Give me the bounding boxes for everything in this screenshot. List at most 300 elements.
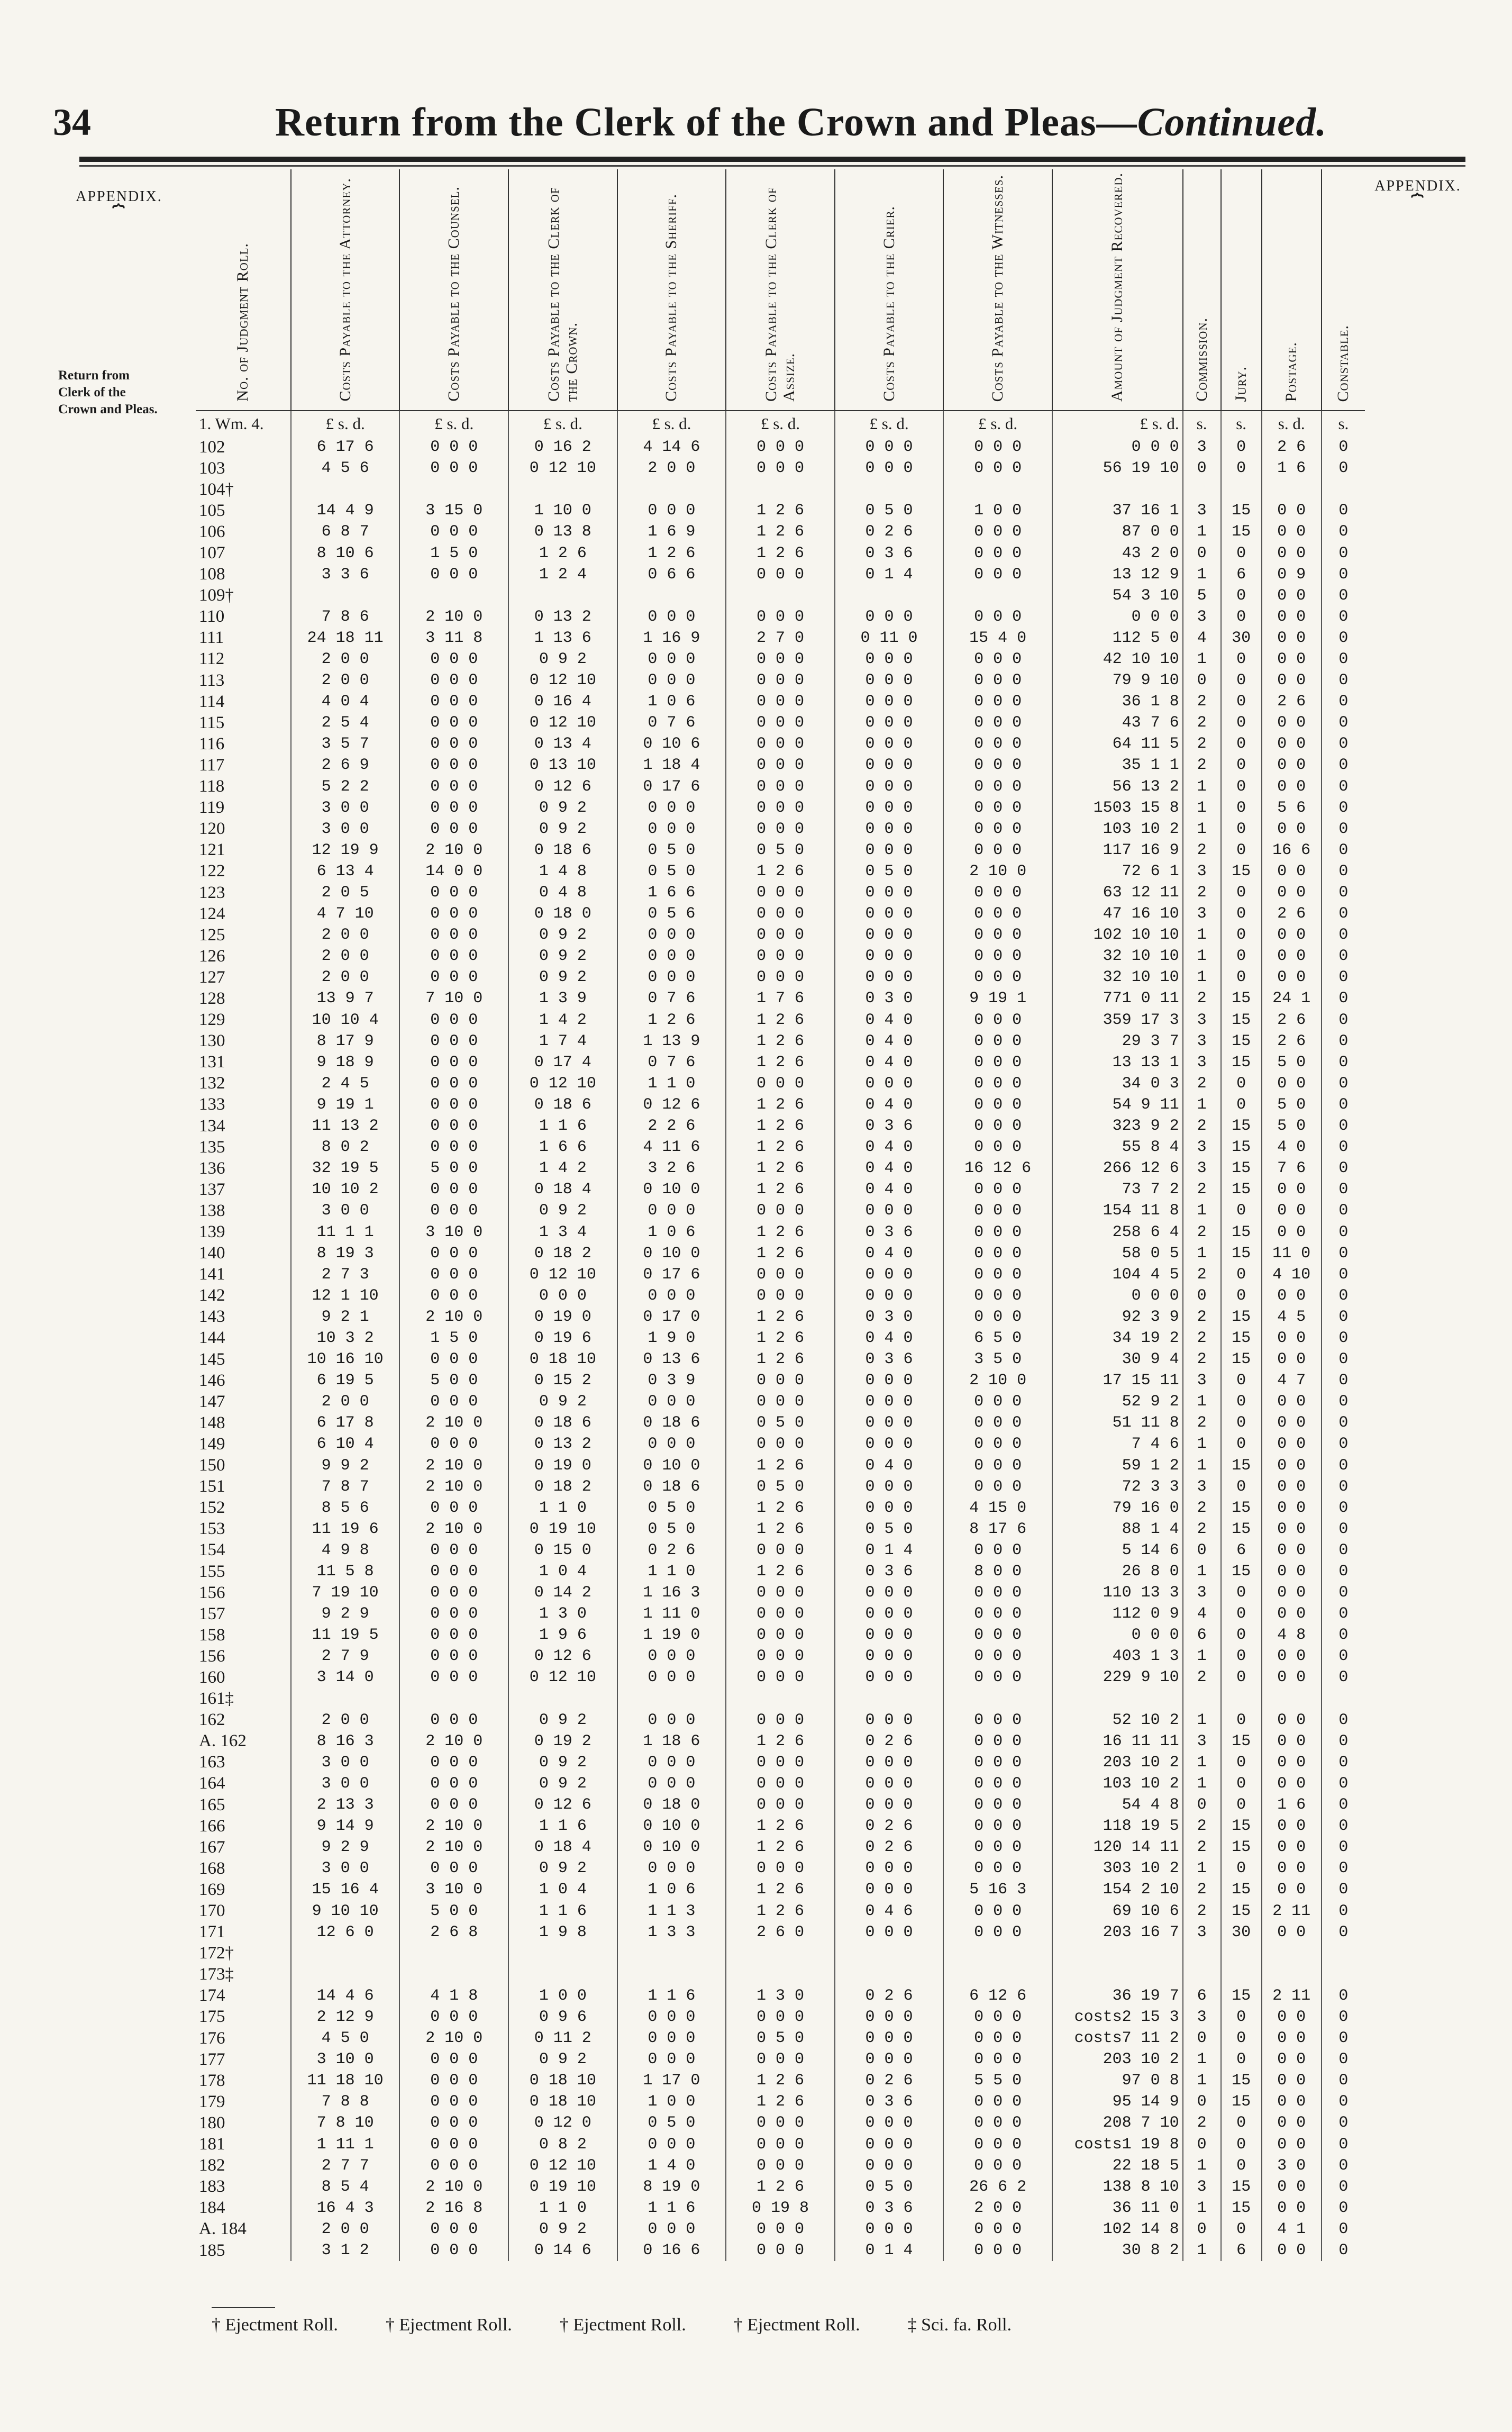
column-header [508, 169, 617, 411]
table-cell: 6 [1183, 1625, 1221, 1646]
table-cell [399, 1964, 508, 1985]
table-cell: 0 0 0 [943, 1115, 1052, 1137]
table-cell: 0 [1322, 606, 1365, 628]
table-cell: 0 0 0 [835, 2134, 944, 2155]
table-cell: 1 [1183, 819, 1221, 840]
table-cell: 0 0 0 [943, 946, 1052, 967]
table-cell: costs1 19 8 [1052, 2134, 1183, 2155]
table-row [196, 1816, 1365, 1837]
table-cell: 2 0 0 [291, 649, 400, 670]
table-cell: 1 [1183, 2070, 1221, 2091]
table-cell: 0 0 0 [726, 1752, 835, 1773]
table-cell: 0 0 0 [943, 1794, 1052, 1816]
table-row [196, 1582, 1365, 1603]
table-cell: 0 0 [1262, 1519, 1322, 1540]
table-cell: 1 [1183, 1752, 1221, 1773]
table-cell: 36 11 0 [1052, 2198, 1183, 2219]
table-cell: 0 0 [1262, 670, 1322, 691]
table-cell: 52 10 2 [1052, 1710, 1183, 1731]
table-cell: 1 9 6 [508, 1625, 617, 1646]
table-cell: 0 0 0 [399, 1667, 508, 1688]
table-cell: 1 2 6 [726, 1900, 835, 1921]
table-cell: 0 18 6 [508, 840, 617, 861]
table-row [196, 1179, 1365, 1200]
table-cell: 1 5 0 [399, 1328, 508, 1349]
table-cell: 0 [1221, 1858, 1262, 1879]
table-cell: 1 [1183, 2240, 1221, 2261]
table-cell: 0 15 0 [508, 1540, 617, 1561]
table-cell: 51 11 8 [1052, 1412, 1183, 1433]
table-cell: 3 [1183, 1010, 1221, 1031]
table-cell: 0 0 0 [617, 649, 726, 670]
table-cell: 0 13 2 [508, 1433, 617, 1455]
table-cell: 0 0 0 [399, 946, 508, 967]
footnote-rule [212, 2307, 275, 2308]
table-cell: 0 0 0 [943, 755, 1052, 776]
table-cell: 0 0 0 [835, 2007, 944, 2028]
table-cell: 15 [1221, 1010, 1262, 1031]
table-cell: 0 0 [1262, 521, 1322, 542]
table-cell: 2 [1183, 2112, 1221, 2134]
table-cell: 1 [1183, 1391, 1221, 1412]
table-cell: 3 [1183, 903, 1221, 924]
table-cell: 0 0 0 [943, 542, 1052, 564]
table-cell: 1 1 0 [617, 1561, 726, 1582]
table-cell: 2 10 0 [399, 2028, 508, 2049]
table-cell: 10 16 10 [291, 1349, 400, 1370]
table-cell: 13 13 1 [1052, 1052, 1183, 1073]
roll-number-cell: 110 [199, 607, 225, 627]
table-cell: 0 [1322, 733, 1365, 755]
table-cell: 0 0 0 [399, 1710, 508, 1731]
roll-number-cell: 134 [199, 1116, 225, 1136]
table-cell: 0 [1221, 649, 1262, 670]
table-cell: 0 0 0 [835, 1433, 944, 1455]
table-cell: 403 1 3 [1052, 1646, 1183, 1667]
table-cell: 1 16 9 [617, 628, 726, 649]
table-cell: 0 18 2 [508, 1476, 617, 1498]
table-cell: 6 [1221, 564, 1262, 585]
table-cell: 0 3 0 [835, 988, 944, 1009]
roll-number-cell: 184 [199, 2198, 225, 2218]
roll-number-cell: 156 [199, 1646, 225, 1666]
table-cell: 7 8 7 [291, 1476, 400, 1498]
table-cell: 0 0 0 [726, 1285, 835, 1306]
table-cell: 0 9 2 [508, 1391, 617, 1412]
table-cell: 2 0 0 [943, 2198, 1052, 2219]
table-cell: 1 3 0 [508, 1603, 617, 1625]
table-cell [399, 1689, 508, 1710]
table-cell: 52 9 2 [1052, 1391, 1183, 1412]
table-cell: 15 [1221, 1498, 1262, 1519]
table-cell: 0 0 0 [943, 1285, 1052, 1306]
table-cell: 0 0 0 [943, 521, 1052, 542]
roll-number-cell: 156 [199, 1583, 225, 1602]
table-cell: 0 0 0 [617, 2049, 726, 2070]
table-cell: 0 10 0 [617, 1816, 726, 1837]
table-cell: 0 0 [1262, 2176, 1322, 2198]
table-cell: 4 5 6 [291, 458, 400, 479]
table-cell: 0 0 0 [943, 1858, 1052, 1879]
roll-number-cell: 158 [199, 1625, 225, 1645]
table-cell: 0 0 0 [835, 1603, 944, 1625]
table-cell: 42 10 10 [1052, 649, 1183, 670]
table-cell: 1 3 3 [617, 1922, 726, 1943]
table-cell: 2 0 5 [291, 882, 400, 903]
table-cell: 0 [1221, 1582, 1262, 1603]
table-cell: 154 11 8 [1052, 1200, 1183, 1221]
table-cell: 0 0 0 [835, 1752, 944, 1773]
table-cell: 11 13 2 [291, 1115, 400, 1137]
table-cell: 10 10 2 [291, 1179, 400, 1200]
table-cell: 2 6 [1262, 1031, 1322, 1052]
table-cell: 0 3 0 [835, 1306, 944, 1328]
table-cell: 0 18 10 [508, 1349, 617, 1370]
roll-number-cell: 160 [199, 1667, 225, 1687]
table-cell: 2 [1183, 1879, 1221, 1900]
table-cell: 4 1 [1262, 2219, 1322, 2240]
column-header [399, 169, 508, 411]
table-row [196, 1710, 1365, 1731]
table-cell: 0 0 0 [943, 1052, 1052, 1073]
table-cell: 0 5 0 [726, 1476, 835, 1498]
table-cell: 3 0 0 [291, 1773, 400, 1794]
table-cell: 9 19 1 [291, 1094, 400, 1115]
table-cell: 0 0 0 [726, 797, 835, 819]
roll-number-cell: 138 [199, 1201, 225, 1220]
table-cell: 16 12 6 [943, 1158, 1052, 1179]
unit-cell: s. [1221, 411, 1262, 437]
table-cell: 0 0 0 [835, 670, 944, 691]
table-cell: 0 [1322, 903, 1365, 924]
column-header-label: Postage. [1282, 341, 1300, 402]
table-cell: 0 0 0 [943, 1667, 1052, 1688]
table-row [196, 1794, 1365, 1816]
table-cell: 0 0 0 [617, 819, 726, 840]
table-cell: 0 0 0 [943, 1540, 1052, 1561]
table-cell: 0 0 0 [943, 712, 1052, 733]
appendix-label-left [53, 188, 185, 226]
table-cell: 0 [1221, 1476, 1262, 1498]
table-cell: 0 19 10 [508, 1519, 617, 1540]
table-cell: 0 0 [1262, 1816, 1322, 1837]
table-cell: 7 6 [1262, 1158, 1322, 1179]
table-cell: 2 6 9 [291, 755, 400, 776]
table-cell: 0 2 6 [835, 1837, 944, 1858]
table-cell: 0 [1322, 1561, 1365, 1582]
table-cell: 43 2 0 [1052, 542, 1183, 564]
title-rule [79, 157, 1465, 162]
table-cell: 1 [1183, 564, 1221, 585]
table-cell: 11 0 [1262, 1243, 1322, 1264]
table-cell: 0 12 10 [508, 2155, 617, 2176]
table-row [196, 458, 1365, 479]
table-row [196, 2112, 1365, 2134]
table-cell: 2 [1183, 1264, 1221, 1285]
table-cell: 3 1 2 [291, 2240, 400, 2261]
table-cell: 15 [1221, 1816, 1262, 1837]
table-cell: 0 0 0 [835, 1391, 944, 1412]
table-cell: 2 [1183, 1221, 1221, 1242]
table-row [196, 819, 1365, 840]
table-cell: 0 [1221, 755, 1262, 776]
appendix-label-right [1360, 178, 1476, 216]
table-cell: 0 [1221, 1667, 1262, 1688]
table-cell: 0 5 0 [617, 840, 726, 861]
table-cell: 0 0 0 [399, 1073, 508, 1094]
table-cell: 3 [1183, 2176, 1221, 2198]
table-cell: 9 14 9 [291, 1816, 400, 1837]
table-cell: 0 [1322, 1010, 1365, 1031]
table-cell: 2 [1183, 1349, 1221, 1370]
table-cell: 0 0 0 [399, 1031, 508, 1052]
roll-number-cell: 129 [199, 1010, 225, 1030]
table-cell: 0 [1322, 924, 1365, 946]
table-cell: 0 0 0 [617, 606, 726, 628]
table-cell: 0 [1322, 2070, 1365, 2091]
roll-number-cell: 120 [199, 819, 225, 839]
table-cell: 0 0 [1262, 1455, 1322, 1476]
table-cell: 0 0 0 [726, 903, 835, 924]
roll-number-cell: 162 [199, 1710, 225, 1730]
table-cell: 6 13 4 [291, 861, 400, 882]
table-cell: 0 0 0 [835, 1879, 944, 1900]
table-cell: 0 [1322, 1200, 1365, 1221]
table-cell: 2 [1183, 1519, 1221, 1540]
table-cell: 0 0 0 [399, 649, 508, 670]
table-cell: 0 0 0 [617, 1646, 726, 1667]
roll-number-cell: 144 [199, 1328, 225, 1348]
table-cell: 0 11 0 [835, 628, 944, 649]
table-cell [617, 479, 726, 500]
table-cell [1322, 479, 1365, 500]
table-row [196, 1540, 1365, 1561]
table-cell: 5 5 0 [943, 2070, 1052, 2091]
table-cell: 0 0 0 [617, 2028, 726, 2049]
table-cell: 0 0 0 [943, 1243, 1052, 1264]
table-row [196, 1094, 1365, 1115]
table-cell: 0 0 0 [726, 1200, 835, 1221]
table-cell: 0 [1183, 2091, 1221, 2112]
table-cell: 3 10 0 [399, 1879, 508, 1900]
table-cell: 2 10 0 [399, 1816, 508, 1837]
table-cell: 0 0 0 [617, 1433, 726, 1455]
roll-number-cell: 165 [199, 1795, 225, 1814]
table-cell: 0 4 0 [835, 1052, 944, 1073]
table-cell: 2 7 7 [291, 2155, 400, 2176]
page-number: 34 [53, 101, 91, 143]
table-cell: 1 0 0 [617, 2091, 726, 2112]
column-header-label: Costs Payable to the Attorney. [336, 178, 354, 402]
table-cell: 0 0 0 [617, 2007, 726, 2028]
table-cell: 0 0 [1262, 733, 1322, 755]
table-cell: 0 0 0 [399, 924, 508, 946]
table-cell: 0 5 0 [835, 500, 944, 521]
table-cell [1322, 1689, 1365, 1710]
table-cell: 0 0 0 [399, 2007, 508, 2028]
table-cell: 0 9 2 [508, 924, 617, 946]
return-table [196, 169, 1365, 2261]
table-cell: 0 0 0 [943, 691, 1052, 712]
table-cell: 1 4 2 [508, 1158, 617, 1179]
table-cell: 0 [1322, 861, 1365, 882]
table-cell [726, 1964, 835, 1985]
table-cell: 0 0 0 [835, 606, 944, 628]
table-cell: 3 11 8 [399, 628, 508, 649]
table-cell: 6 12 6 [943, 1985, 1052, 2007]
table-cell: 2 13 3 [291, 1794, 400, 1816]
table-cell: 1 [1183, 1561, 1221, 1582]
table-cell: 0 0 [1262, 1412, 1322, 1433]
table-row [196, 2176, 1365, 2198]
table-cell: 0 0 [1262, 2070, 1322, 2091]
table-cell: 1 [1183, 924, 1221, 946]
unit-cell: £ s. d. [835, 411, 944, 437]
table-cell: 4 [1183, 628, 1221, 649]
table-cell: 0 0 0 [399, 1561, 508, 1582]
table-cell: 2 [1183, 733, 1221, 755]
table-cell: 0 [1183, 1285, 1221, 1306]
table-cell: 0 [1322, 1349, 1365, 1370]
column-header-label: Amount of Judgment Recovered. [1108, 172, 1126, 402]
table-cell: 12 1 10 [291, 1285, 400, 1306]
table-cell: 0 0 0 [835, 1200, 944, 1221]
table-cell: 0 [1221, 691, 1262, 712]
unit-cell: £ s. d. [617, 411, 726, 437]
table-cell: 0 [1322, 1243, 1365, 1264]
table-cell: 0 0 0 [943, 1031, 1052, 1052]
table-cell: 0 2 6 [835, 1731, 944, 1752]
table-cell: 30 [1221, 628, 1262, 649]
table-row [196, 1349, 1365, 1370]
table-cell: 1 5 0 [399, 542, 508, 564]
table-cell: 2 11 [1262, 1985, 1322, 2007]
table-cell: 1 [1183, 1433, 1221, 1455]
table-cell: 1 18 6 [617, 1731, 726, 1752]
column-header [726, 169, 835, 411]
table-cell: 32 19 5 [291, 1158, 400, 1179]
table-cell: 0 [1221, 437, 1262, 458]
table-cell: 0 [1322, 1603, 1365, 1625]
table-cell: 0 0 0 [399, 564, 508, 585]
table-cell: 0 [1322, 1433, 1365, 1455]
table-cell: 0 0 0 [399, 1285, 508, 1306]
table-cell: 1 2 6 [726, 1879, 835, 1900]
table-cell: 0 12 10 [508, 1073, 617, 1094]
table-cell: 0 0 0 [399, 2219, 508, 2240]
table-cell: 2 6 [1262, 1010, 1322, 1031]
table-cell: 0 9 2 [508, 819, 617, 840]
table-cell: 0 12 0 [508, 2112, 617, 2134]
table-cell: 0 0 0 [943, 2091, 1052, 2112]
table-cell: 0 3 6 [835, 1349, 944, 1370]
table-cell: 0 [1322, 1031, 1365, 1052]
table-cell: 0 0 [1262, 1922, 1322, 1943]
table-cell: 0 0 [1262, 2049, 1322, 2070]
unit-cell: s. [1183, 411, 1221, 437]
table-cell: 6 17 6 [291, 437, 400, 458]
table-row [196, 2240, 1365, 2261]
table-cell: 56 19 10 [1052, 458, 1183, 479]
table-cell: 24 18 11 [291, 628, 400, 649]
table-cell: 0 0 0 [726, 1646, 835, 1667]
table-row [196, 1879, 1365, 1900]
table-cell: 0 18 6 [508, 1412, 617, 1433]
table-cell: 0 0 0 [726, 2007, 835, 2028]
table-cell: 0 4 0 [835, 1179, 944, 1200]
table-cell: 0 0 0 [943, 924, 1052, 946]
table-cell: 0 0 0 [617, 946, 726, 967]
table-cell: 4 10 [1262, 1264, 1322, 1285]
table-cell [943, 1689, 1052, 1710]
table-cell: 0 [1221, 1285, 1262, 1306]
table-cell: 0 0 0 [508, 1285, 617, 1306]
table-cell: 1 [1183, 1094, 1221, 1115]
table-cell: 1 1 0 [617, 1073, 726, 1094]
table-cell: 0 0 0 [726, 776, 835, 797]
table-cell: 1 1 0 [508, 2198, 617, 2219]
table-cell: 1 2 6 [726, 1816, 835, 1837]
table-cell: 0 0 0 [617, 924, 726, 946]
table-cell: 0 [1221, 1794, 1262, 1816]
units-row [196, 411, 1365, 437]
table-cell: 1 0 6 [617, 1221, 726, 1242]
table-cell: 1 [1183, 776, 1221, 797]
table-cell: 102 10 10 [1052, 924, 1183, 946]
table-cell: 15 [1221, 1879, 1262, 1900]
table-cell: 138 8 10 [1052, 2176, 1183, 2198]
table-cell: 104 4 5 [1052, 1264, 1183, 1285]
roll-number-cell: 136 [199, 1158, 225, 1178]
title-continued: Continued. [1137, 100, 1327, 144]
table-cell: 0 [1221, 2028, 1262, 2049]
table-cell: 7 10 0 [399, 988, 508, 1009]
table-cell: 1 [1183, 797, 1221, 819]
table-cell: 2 10 0 [943, 1370, 1052, 1391]
table-cell: 0 0 0 [1052, 1285, 1183, 1306]
table-cell: 15 [1221, 521, 1262, 542]
table-cell: 0 0 [1262, 2112, 1322, 2134]
roll-number-cell: 107 [199, 543, 225, 563]
table-cell: 0 0 0 [726, 649, 835, 670]
table-cell: 0 0 0 [835, 903, 944, 924]
table-cell: 0 0 0 [399, 1200, 508, 1221]
table-cell: 0 0 0 [399, 1498, 508, 1519]
table-cell: 0 [1221, 585, 1262, 606]
table-cell: 0 0 0 [943, 1646, 1052, 1667]
table-cell: 0 5 0 [726, 1412, 835, 1433]
column-header [1221, 169, 1262, 411]
table-cell: 6 17 8 [291, 1412, 400, 1433]
table-cell: 0 0 [1262, 882, 1322, 903]
table-cell: 1 2 6 [508, 542, 617, 564]
table-cell: 0 [1322, 797, 1365, 819]
table-cell: 0 [1322, 1094, 1365, 1115]
unit-cell: s. d. [1262, 411, 1322, 437]
column-header [196, 169, 291, 411]
roll-number-cell: 116 [199, 734, 225, 754]
table-cell: 110 13 3 [1052, 1582, 1183, 1603]
table-cell: 2 0 0 [291, 670, 400, 691]
table-cell: 1 2 6 [726, 2176, 835, 2198]
table-cell: 118 19 5 [1052, 1816, 1183, 1837]
table-cell [1183, 479, 1221, 500]
table-cell: 0 0 0 [726, 1391, 835, 1412]
table-cell: 15 [1221, 1328, 1262, 1349]
table-cell: 0 [1221, 2007, 1262, 2028]
table-cell: 4 11 6 [617, 1137, 726, 1158]
roll-number-cell: 169 [199, 1880, 225, 1899]
